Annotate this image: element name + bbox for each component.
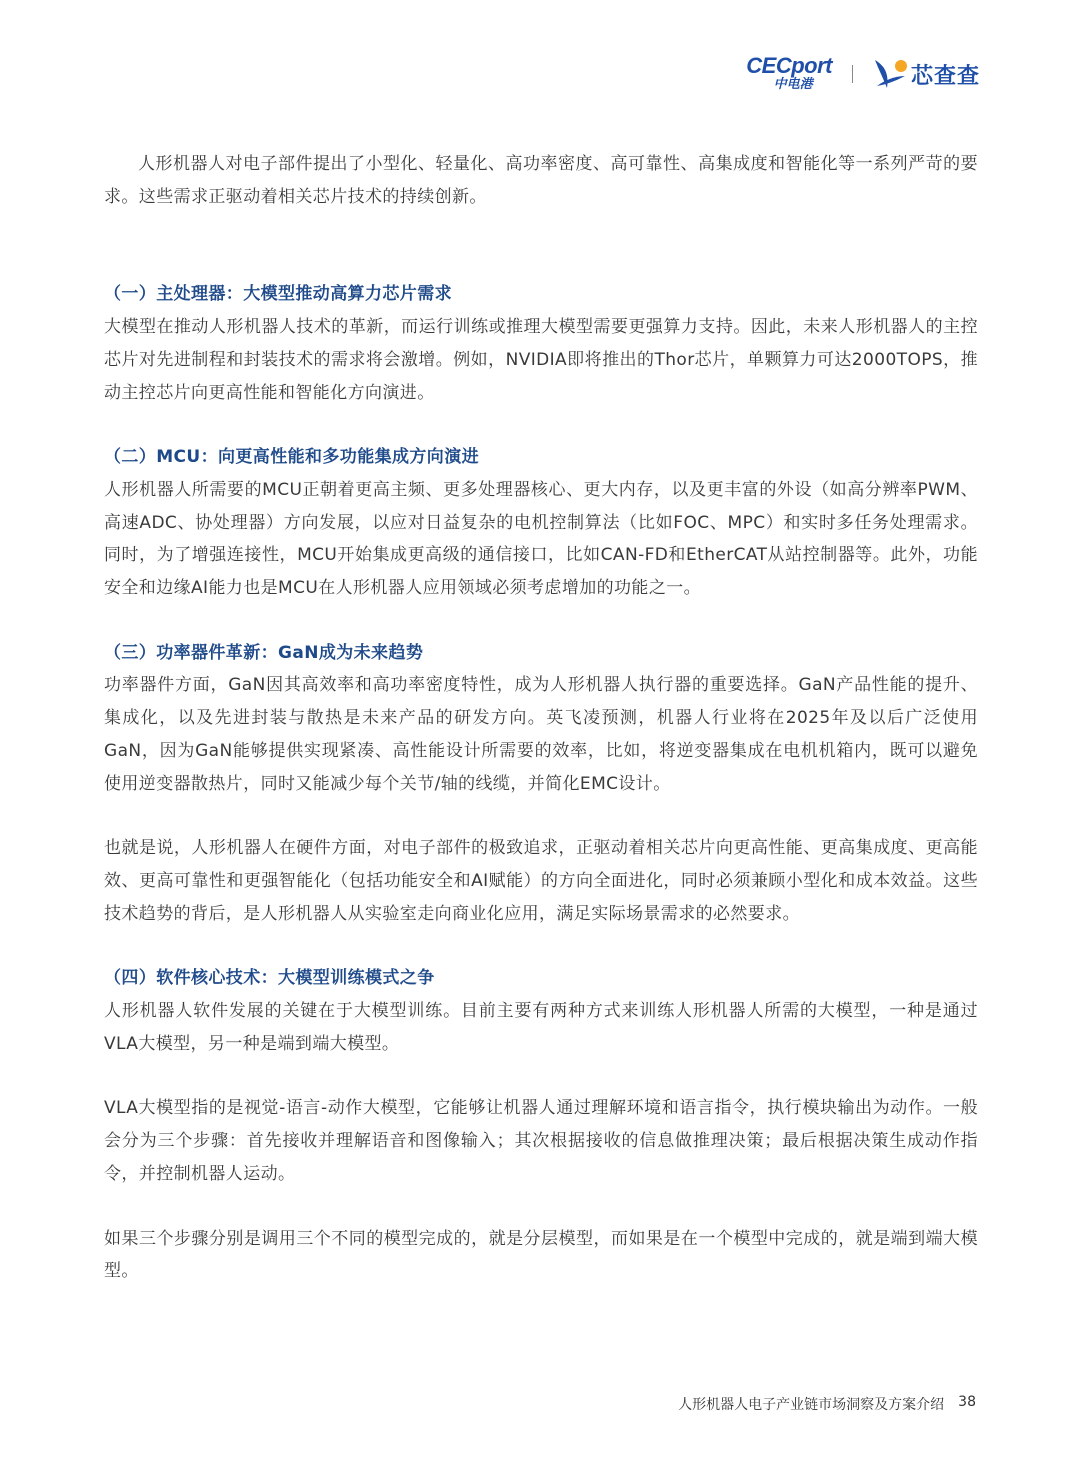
xincc-logo-text: 芯查查 <box>910 63 980 89</box>
section-4-body: 人形机器人软件发展的关键在于大模型训练。目前主要有两种方式来训练人形机器人所需的大模型，一种是通过VLA大模型，另一种是端到端大模型。 <box>104 1001 978 1054</box>
logo-divider <box>852 65 853 83</box>
xincc-logo <box>871 56 980 92</box>
model-types-paragraph: 如果三个步骤分别是调用三个不同的模型完成的，就是分层模型，而如果是在一个模型中完成的，就是端到端大模型。 <box>104 1228 978 1282</box>
article-body <box>104 148 978 1288</box>
xincc-logo-icon <box>871 56 909 92</box>
section-2-heading: （二）MCU：向更高性能和多功能集成方向演进 <box>104 447 479 468</box>
summary-paragraph: 也就是说，人形机器人在硬件方面，对电子部件的极致追求，正驱动着相关芯片向更高性能、更高集成度、更高能效、更高可靠性和更强智能化（包括功能安全和AI赋能）的方向全面进化，同时必须兼顾小型化和成本效益。这些技术趋势的背后，是人形机器人从实验室走向商业化应用，满足实际场景需求的必然要求。 <box>104 838 978 924</box>
footer-title: 人形机器人电子产业链市场洞察及方案介绍 <box>678 1397 945 1413</box>
header-logos <box>746 52 980 96</box>
section-1-body: 大模型在推动人形机器人技术的革新，而运行训练或推理大模型需要更强算力支持。因此，未来人形机器人的主控芯片对先进制程和封装技术的需求将会激增。例如，NVIDIA即将推出的Thor芯片，单颗算力可达2000TOPS，推动主控芯片向更高性能和智能化方向演进。 <box>104 317 978 403</box>
intro-paragraph: 人形机器人对电子部件提出了小型化、轻量化、高功率密度、高可靠性、高集成度和智能化等一系列严苛的要求。这些需求正驱动着相关芯片技术的持续创新。 <box>104 154 978 207</box>
cecport-logo <box>746 55 832 93</box>
section-3-body: 功率器件方面，GaN因其高效率和高功率密度特性，成为人形机器人执行器的重要选择。GaN产品性能的提升、集成化，以及先进封装与散热是未来产品的研发方向。英飞凌预测，机器人行业将在2025年及以后广泛使用GaN，因为GaN能够提供实现紧凑、高性能设计所需要的效率，比如，将逆变器集成在电机机箱内，既可以避免使用逆变器散热片，同时又能减少每个关节/轴的线缆，并简化EMC设计。 <box>104 675 978 794</box>
section-2-body: 人形机器人所需要的MCU正朝着更高主频、更多处理器核心、更大内存，以及更丰富的外设（如高分辨率PWM、高速ADC、协处理器）方向发展，以应对日益复杂的电机控制算法（比如FOC、MPC）和实时多任务处理需求。同时，为了增强连接性，MCU开始集成更高级的通信接口，比如CAN-FD和EtherCAT从站控制器等。此外，功能安全和边缘AI能力也是MCU在人形机器人应用领域必须考虑增加的功能之一。 <box>104 479 978 599</box>
vla-paragraph: VLA大模型指的是视觉-语言-动作大模型，它能够让机器人通过理解环境和语言指令，执行模块输出为动作。一般会分为三个步骤：首先接收并理解语音和图像输入；其次根据接收的信息做推理决策；最后根据决策生成动作指令，并控制机器人运动。 <box>104 1098 978 1184</box>
page-footer <box>678 1394 976 1414</box>
section-1-heading: （一）主处理器：大模型推动高算力芯片需求 <box>104 284 452 305</box>
page-number: 38 <box>958 1394 976 1410</box>
cecport-logo-text: CECport <box>746 53 832 78</box>
section-3-heading: （三）功率器件革新：GaN成为未来趋势 <box>104 642 424 663</box>
section-4-heading: （四）软件核心技术：大模型训练模式之争 <box>104 968 435 989</box>
cecport-logo-cn: 中电港 <box>773 77 813 92</box>
